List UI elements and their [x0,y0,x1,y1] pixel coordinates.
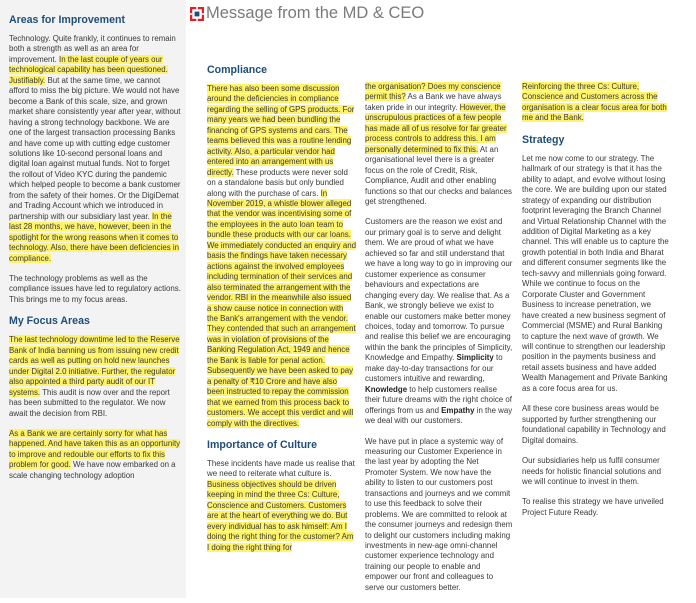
text-segment: At an organisational level there is a greater focus on the role of Credit, Risk, Compliance, Audit and other enabling functions so that our checks and balances get strengthened. [365,144,512,206]
highlighted-text: Business objectives should be driven keeping in mind the three Cs: Culture, Conscience and Customers. Customers are at the heart of everything we do. But every individual has to ask himself: Am I doing the right thing for the customer? Am I doing the right thing for [207,479,354,552]
highlighted-text: The last technology downtime led to the Reserve Bank of India banning us from issuing new credit cards as well as putting on hold new launches under Digital 2.0 initiative. Further, the regulator also appointed a third party audit of our IT systems. [9,335,180,397]
text-segment: As a Bank we have always taken pride in our integrity. [365,92,502,112]
column-2 [207,64,356,563]
page-title: Message from the MD & CEO [206,4,425,22]
areas-paragraph-1 [9,34,181,264]
highlighted-text: In November 2019, a whistle blower alleged that the vendor was incentivising some of the employees in the auto loan team to bundle these products with our car loans. We immediately conducted an enquiry and basis the findings have taken necessary actions against the involved employees including termination of their services and also terminated the arrangement with the vendor. RBI in the meanwhile also issued a show cause notice in connection with the Bank's arrangement with the vendor. They contended that such an arrangement was in violation of provisions of the Banking Regulation Act, 1949 and hence the Bank is liable for penal action. Subsequently we have been asked to pay a penalty of ₹10 Crore and have also been instructed to repay the commission that we earned from this process back to customers. We accept this verdict and will comply with the directives. [207,188,356,428]
culture-paragraph [207,459,356,553]
highlighted-text: As a Bank we are certainly sorry for what has happened. And have taken this as an opportunity to improve and redouble our efforts to fix this problem for good. [9,428,181,470]
highlighted-text: In the last couple of years our technological capability has been questioned. Justifiably. [9,54,168,85]
subsidiaries-paragraph: Our subsidiaries help us fulfil consumer needs for holistic financial solutions and we will continue to invest in them. [522,456,662,486]
text-segment: Customers are the reason we exist and our primary goal is to serve and delight them. We are proud of what we have achieved so far and still understand that we have a long way to go in improving our customer experience as consumer behaviours and expectations are changing every day. We realise that. As a Bank, we strongly believe we exist to enable our customers make better money choices, today and tomorrow. To pursue and realise this belief we are encouraging within the bank the principles of Simplicity, Knowledge and Empathy. [365,217,513,363]
areas-heading: Areas for Improvement [9,14,125,26]
areas-paragraph-2: The technology problems as well as the compliance issues have led to regulatory actions. This brings me to my focus areas. [9,273,181,304]
three-cs-paragraph [522,82,670,124]
three-cs-highlight: Reinforcing the three Cs: Culture, Conscience and Customers across the organisation is a clear focus area for both me and the Bank. [522,82,667,123]
bold-keyword: Simplicity [456,353,494,363]
text-segment: These incidents have made us realise that we need to reiterate what culture is. [207,458,355,479]
focus-paragraph-2 [9,429,181,481]
customers-paragraph [365,217,513,426]
highlighted-text: the organisation? Does my conscience permit this? [365,82,501,102]
strategy-paragraph: Let me now come to our strategy. The hallmark of our strategy is that it has the ability to adapt, and evolve without losing the core. We are building upon our stated strategy of expanding our distribution footprint leveraging the Branch Channel and Virtual Relationship Channel with the addition of Digital Marketing as a key channel. This will enable us to capture the growth potential in both India and Bharat and different consumer segments like the tech-savvy and millennials going forward. While we continue to focus on the Corporate Cluster and Government Business to increase penetration, we have created a new business segment of Commercial (MSME) and Rural Banking to capture the next wave of growth. We will continue to strengthen our leadership position in the payments business and retail assets business and have added Wealth Management and Private Banking as a core focus area for us. [522,153,669,393]
highlighted-text: However, the unscrupulous practices of a few people has made all of us resolve for far greater process controls to address this. I am personally determined to fix this. [365,102,507,154]
text-segment: in the way we deal with our customers. [365,405,513,426]
strategy-heading: Strategy [522,133,565,146]
culture-heading: Importance of Culture [207,438,318,451]
compliance-heading: Compliance [207,64,268,76]
text-segment: But at the same time, we cannot afford to miss the big picture. We would not have become a Bank of this scale, size, and grown market share consistently year after year, without having a strong technology backbone. We are one of the largest transaction processing Banks and have come up with cutting edge customer solutions like 10-second personal loans and digital loan against mutual funds. Not to forget the rollout of Video KYC during the pandemic which helped people to become a bank customer from the safety of their homes. Or the DigiDemat and Trading Account which we introduced in partnership with our subsidiary last year. [9,75,181,221]
conscience-paragraph [365,82,513,207]
customer-experience-paragraph: We have put in place a systemic way of measuring our Customer Experience in the last year by adopting the Net Promoter System. We now have the ability to listen to our customers post transactions and journeys and we commit to use this feedback to solve their problems. We are committed to relook at the consumer journeys and redesign them to delight our customers including making investments in new-age omni-channel customer experience technology and training our people to enable and empower our front and colleagues to serve our customers better. [365,436,513,592]
bank-logo-icon [190,7,204,21]
focus-heading: My Focus Areas [9,315,90,328]
text-segment: These products were never sold on a standalone basis but only bundled along with the purchase of cars. [207,167,348,198]
focus-paragraph-1 [9,335,181,419]
text-segment: to help customers realise their future dreams with the right choice of offerings from us and [365,384,512,415]
highlighted-text: There has also been some discussion around the deficiencies in compliance regarding the selling of GPS products. For many years we had been bundling the financing of GPS systems and cars. The teams believed this was a routine lending activity. Also, a particular vendor had entered into an arrangement with us directly. [207,84,355,177]
text-segment: Technology. Quite frankly, it continues to remain both a strength as well as an area for improvement. [9,34,176,64]
text-segment: We have now embarked on a scale changing technology adoption [9,460,176,480]
future-ready-paragraph: To realise this strategy we have unveiled Project Future Ready. [522,497,664,517]
highlighted-text: In the last 28 months, we have, however, been in the spotlight for the wrong reasons when it comes to technology. Also, there have been deficiencies in compliance. [9,211,180,263]
text-segment: to make day-to-day transactions for our customers intuitive and rewarding, [365,353,503,384]
foundational-paragraph: All these core business areas would be supported by further strengthening our foundational capability in Technology and Digital domains. [522,404,666,445]
bold-keyword: Knowledge [365,384,408,394]
column-3 [365,82,513,603]
column-1 [9,14,181,491]
compliance-paragraph [207,84,356,429]
bold-keyword: Empathy [441,405,475,415]
column-4 [522,82,670,528]
text-segment: This audit is now over and the report has been submitted to the regulator. We now await the decision from RBI. [9,387,170,418]
